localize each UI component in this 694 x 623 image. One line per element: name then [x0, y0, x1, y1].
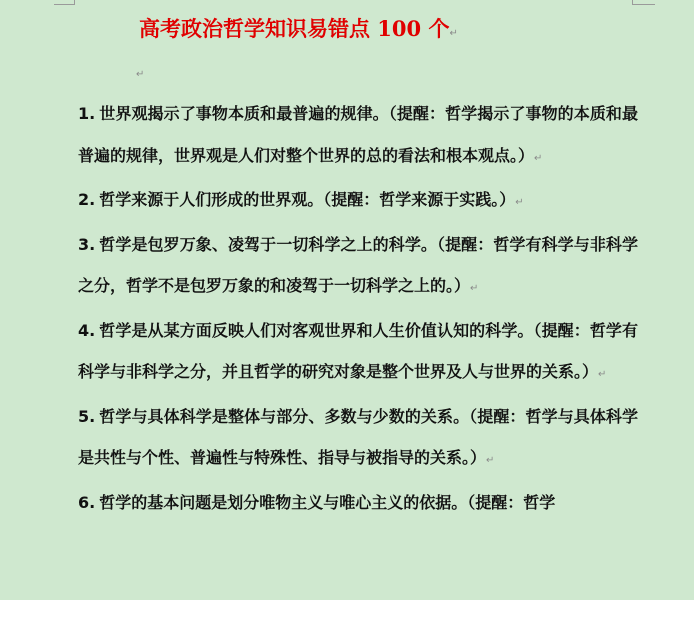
item-text: 哲学与具体科学是整体与部分、多数与少数的关系。（提醒：哲学与具体科学是共性与个性、普遍性与特殊性、指导与被指导的关系。） — [78, 406, 638, 467]
item-number: 1. — [78, 104, 96, 123]
paragraph-mark-icon: ↵ — [598, 369, 607, 380]
list-item — [78, 396, 638, 482]
paragraph-mark-icon: ↵ — [470, 283, 479, 294]
item-number: 5. — [78, 406, 96, 426]
item-number: 4. — [78, 320, 96, 340]
list-item — [78, 179, 638, 224]
list-item — [78, 93, 638, 179]
empty-paragraph — [136, 64, 144, 83]
item-text: 哲学是从某方面反映人们对客观世界和人生价值认知的科学。（提醒：哲学有科学与非科学之分，并且哲学的研究对象是整个世界及人与世界的关系。） — [78, 320, 638, 381]
paragraph-mark-icon: ↵ — [136, 69, 145, 80]
document-title — [139, 14, 458, 49]
item-text: 哲学来源于人们形成的世界观。（提醒：哲学来源于实践。） — [99, 190, 516, 209]
list-item — [78, 224, 638, 310]
paragraph-mark-icon: ↵ — [449, 28, 458, 39]
item-text: 哲学的基本问题是划分唯物主义与唯心主义的依据。（提醒：哲学 — [99, 492, 556, 512]
item-number: 3. — [78, 234, 96, 254]
paragraph-mark-icon: ↵ — [534, 152, 543, 164]
item-number: 2. — [78, 190, 96, 209]
item-number: 6. — [78, 492, 96, 512]
list-item — [78, 310, 638, 396]
paragraph-mark-icon: ↵ — [515, 197, 524, 208]
title-text: 高考政治哲学知识易错点 100 个 — [139, 16, 450, 41]
item-text: 哲学是包罗万象、凌驾于一切科学之上的科学。（提醒：哲学有科学与非科学之分，哲学不是包罗万象的和凌驾于一切科学之上的。） — [78, 234, 638, 295]
margin-corner-top-left — [54, 0, 75, 5]
paragraph-mark-icon: ↵ — [486, 455, 495, 466]
item-text: 世界观揭示了事物本质和最普遍的规律。（提醒：哲学揭示了事物的本质和最普遍的规律，世界观是人们对整个世界的总的看法和根本观点。） — [78, 104, 638, 165]
list-item — [78, 482, 638, 524]
margin-corner-top-right — [632, 0, 655, 5]
document-body — [78, 93, 638, 523]
